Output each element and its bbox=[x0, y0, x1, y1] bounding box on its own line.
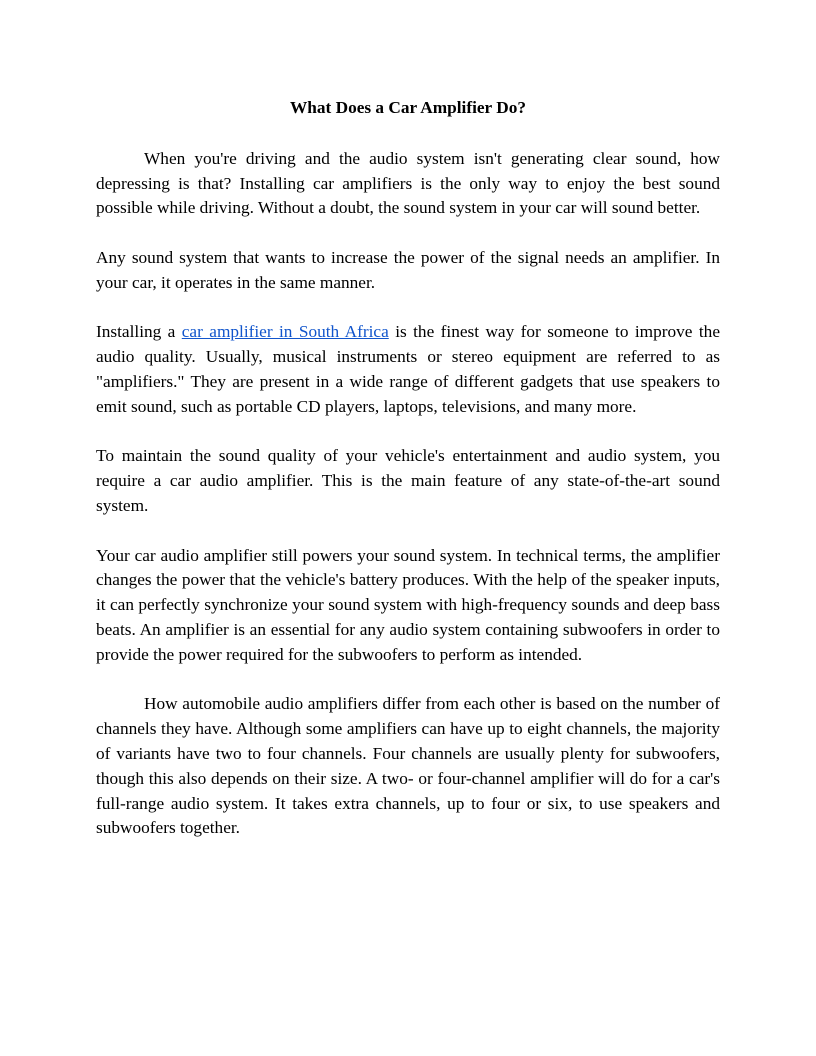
paragraph-installing-after: is the finest way for someone to improve the audio quality. Usually, musical instruments or stereo equipment are referred to as "amplifiers." They are present in a wide range of different gadgets that use speakers to emit sound, such as portable CD players, laptops, televisions, and many more. bbox=[96, 322, 720, 416]
document-page bbox=[96, 96, 720, 866]
paragraph-signal-power: Any sound system that wants to increase the power of the signal needs an amplifier. In your car, it operates in the same manner. bbox=[96, 247, 720, 292]
document-title: What Does a Car Amplifier Do? bbox=[289, 98, 526, 117]
car-amplifier-link[interactable]: car amplifier in South Africa bbox=[181, 322, 389, 342]
paragraph-installing-before: Installing a bbox=[96, 322, 182, 342]
paragraph-channels: How automobile audio amplifiers differ from each other is based on the number of channels they have. Although some amplifiers can have up to eight channels, the majority of variants have two to four channels. Four channels are usually plenty for subwoofers, though this also depends on their size. A two- or four-channel amplifier will do for a car's full-range audio system. It takes extra channels, up to four or six, to use speakers and subwoofers together. bbox=[96, 694, 720, 838]
paragraph-intro: When you're driving and the audio system isn't generating clear sound, how depressing is that? Installing car amplifiers is the only way to enjoy the best sound possible while driving. Without a doubt, the sound system in your car will sound better. bbox=[96, 148, 720, 218]
paragraph-powers: Your car audio amplifier still powers your sound system. In technical terms, the amplifier changes the power that the vehicle's battery produces. With the help of the speaker inputs, it can perfectly synchronize your sound system with high-frequency sounds and deep bass beats. An amplifier is an essential for any audio system containing subwoofers in order to provide the power required for the subwoofers to perform as intended. bbox=[96, 545, 720, 664]
paragraph-installing bbox=[96, 320, 720, 419]
paragraph-sound-quality: To maintain the sound quality of your vehicle's entertainment and audio system, you require a car audio amplifier. This is the main feature of any state-of-the-art sound system. bbox=[96, 446, 720, 515]
